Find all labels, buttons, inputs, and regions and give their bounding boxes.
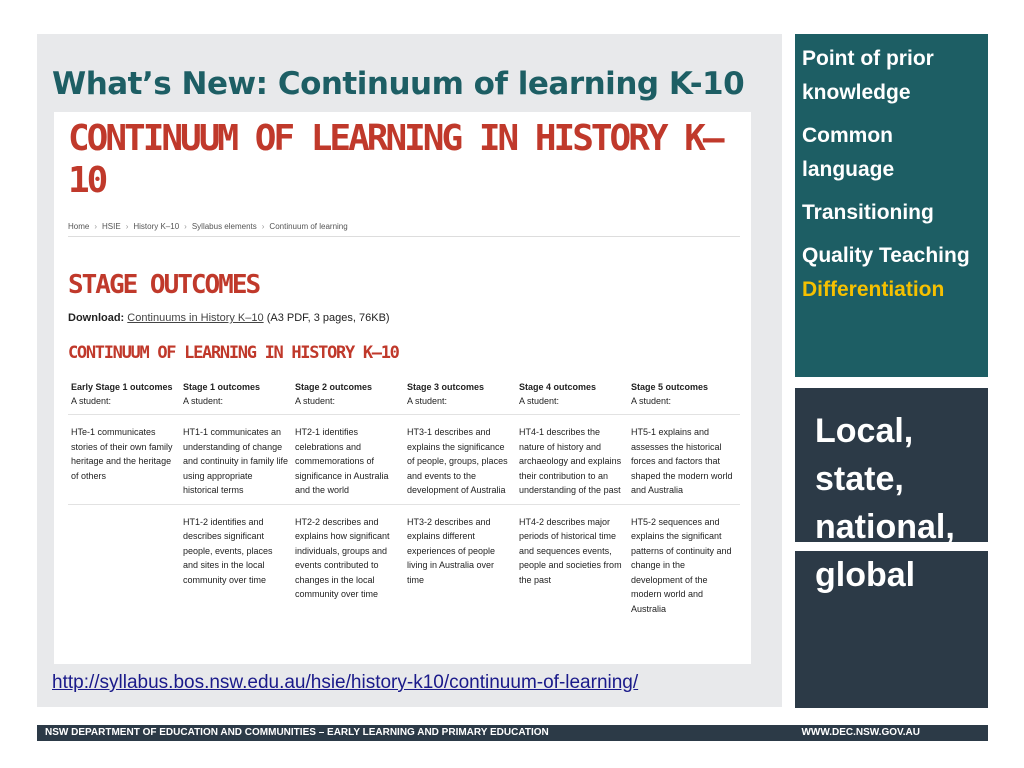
table-cell: HT4-1 describes the nature of history and archaeology and explains their contribution to an understanding of the past [516, 415, 628, 505]
key-point: Quality Teaching [802, 244, 970, 267]
table-cell: HT3-1 describes and explains the significance of people, groups, places and events to the development of Australia [404, 415, 516, 505]
chevron-right-icon: › [184, 222, 187, 231]
table-row [68, 415, 740, 505]
download-info: (A3 PDF, 3 pages, 76KB) [266, 312, 390, 324]
breadcrumb-hsie[interactable]: HSIE [102, 222, 121, 231]
syllabus-link[interactable]: http://syllabus.bos.nsw.edu.au/hsie/history-k10/continuum-of-learning/ [52, 672, 639, 693]
breadcrumb [68, 222, 348, 231]
table-row [68, 504, 740, 622]
webpage-screenshot [54, 112, 751, 664]
table-cell: HT2-2 describes and explains how significant individuals, groups and events contributed to changes in the local community over time [295, 516, 390, 599]
column-header: Stage 5 outcomes A student: [628, 378, 740, 415]
download-line [68, 312, 390, 324]
scope-panel [795, 388, 988, 708]
key-point-highlight: Differentiation [802, 278, 945, 301]
footer-website: WWW.DEC.NSW.GOV.AU [801, 727, 920, 738]
key-point: Transitioning [802, 201, 934, 224]
table-heading: CONTINUUM OF LEARNING IN HISTORY K–10 [68, 343, 399, 363]
table-cell: HT1-2 identifies and describes significant people, events, places and sites in the local community over time [183, 516, 273, 585]
key-point: Point of prior knowledge [802, 47, 934, 104]
table-cell: HTe-1 communicates stories of their own family heritage and the heritage of others [68, 415, 180, 505]
column-header: Stage 3 outcomes A student: [404, 378, 516, 415]
key-point: Common language [802, 124, 895, 181]
table-cell: HT4-2 describes major periods of historical time and sequences events, people and societies from the past [519, 516, 622, 585]
chevron-right-icon: › [261, 222, 265, 231]
chevron-right-icon: › [125, 222, 129, 231]
chevron-right-icon: › [94, 222, 98, 231]
scope-text: Local, state, national, global [815, 412, 955, 594]
download-link[interactable]: Continuums in History K–10 [127, 312, 264, 324]
table-cell: HT5-2 sequences and explains the significant patterns of continuity and change in the development of the modern world and Australia [631, 516, 732, 614]
webpage-title: CONTINUUM OF LEARNING IN HISTORY K–10 [68, 118, 722, 201]
breadcrumb-home[interactable]: Home [68, 222, 90, 231]
column-header: Stage 4 outcomes A student: [516, 378, 628, 415]
column-header: Early Stage 1 outcomes A student: [68, 378, 180, 415]
table-cell: HT2-1 identifies celebrations and commemorations of significance in Australia and the world [292, 415, 404, 505]
table-cell: HT5-1 explains and assesses the historical forces and factors that shaped the modern world and Australia [628, 415, 740, 505]
column-header: Stage 2 outcomes A student: [292, 378, 404, 415]
divider [68, 236, 740, 237]
download-label: Download: [68, 312, 125, 324]
footer-bar [37, 725, 988, 741]
table-header-row [68, 378, 740, 415]
table-cell [68, 504, 180, 622]
breadcrumb-history[interactable]: History K–10 [133, 222, 180, 231]
footer-department: NSW DEPARTMENT OF EDUCATION AND COMMUNITIES – EARLY LEARNING AND PRIMARY EDUCATION [45, 727, 549, 738]
section-heading: STAGE OUTCOMES [68, 270, 260, 300]
table-cell: HT3-2 describes and explains different experiences of people living in Australia over time [407, 516, 496, 585]
breadcrumb-syllabus-elements[interactable]: Syllabus elements [191, 222, 257, 231]
slide-title: What’s New: Continuum of learning K-10 [52, 66, 745, 102]
table-cell: HT1-1 communicates an understanding of change and continuity in family life using appropriate historical terms [180, 415, 292, 505]
column-header: Stage 1 outcomes A student: [180, 378, 292, 415]
breadcrumb-current: Continuum of learning [269, 222, 348, 231]
key-points-panel [795, 34, 988, 377]
outcomes-table [68, 378, 740, 622]
